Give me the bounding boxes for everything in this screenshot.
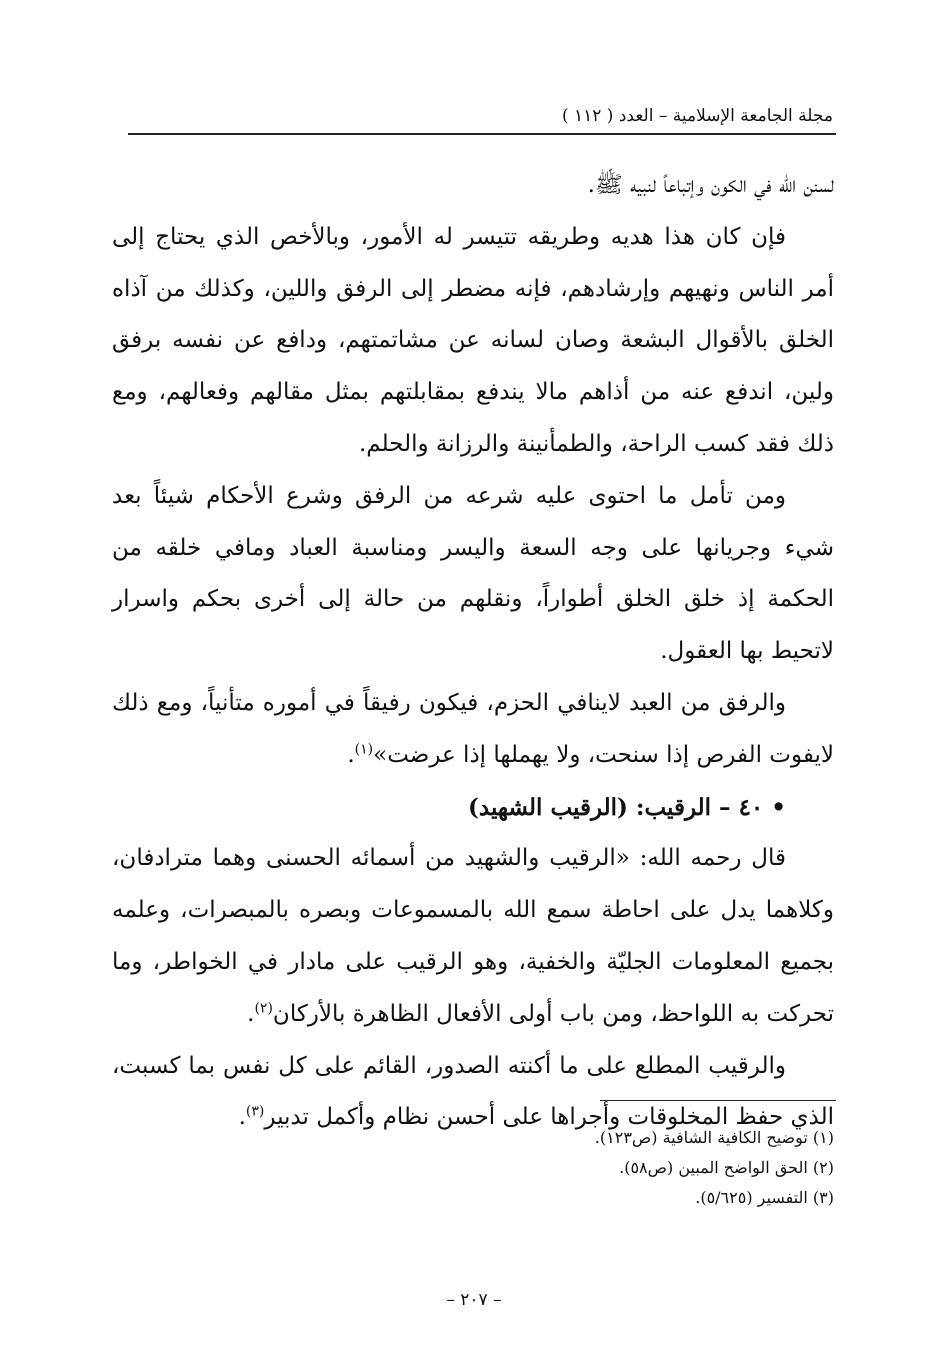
paragraph-raqib-quote-tail: . bbox=[247, 1000, 255, 1027]
paragraph-rifq: فإن كان هذا هديه وطريقه تتيسر له الأمور، وبالأخص الذي يحتاج إلى أمر الناس ونهيهم وإرشادهم، فإنه مضطر إلى الرفق واللين، وكذلك من آذاه الخلق بالأقوال البشعة وصان لسانه عن مشاتمتهم، ودافع عن نفسه برفق ولين، اندفع عنه من أذاهم مالا يندفع بمقابلتهم بمثل مقالهم وفعالهم، ومع ذلك فقد كسب الراحة، والطمأنينة والرزانة والحلم. bbox=[112, 223, 834, 457]
footnote-2: (٢) الحق الواضح المبين (ص٥٨). bbox=[619, 1158, 834, 1177]
running-header: مجلة الجامعة الإسلامية – العدد ( ١١٢ ) bbox=[561, 106, 833, 126]
paragraph-raqib-def-tail: . bbox=[238, 1104, 246, 1131]
footnote-ref-2[interactable]: (٢) bbox=[254, 1000, 273, 1017]
paragraph-sharia: ومن تأمل ما احتوى عليه شرعه من الرفق وشرع الأحكام شيئاً بعد شيء وجريانها على وجه السعة واليسر ومناسبة العباد ومافي خلقه من الحكمة إذ خلق الخلق أطواراً، ونقلهم من حالة إلى أخرى بحكم واسرار لاتحيط بها العقول. bbox=[112, 482, 834, 665]
footnote-ref-1[interactable]: (١) bbox=[354, 741, 374, 758]
footnote-ref-3[interactable]: (٣) bbox=[245, 1103, 265, 1120]
footnotes bbox=[334, 1123, 834, 1213]
footnote-1: (١) توضيح الكافية الشافية (ص١٢٣). bbox=[594, 1128, 834, 1147]
paragraph-hazm-tail: . bbox=[347, 741, 355, 768]
paragraph-raqib-quote bbox=[112, 833, 834, 1040]
header-rule bbox=[128, 133, 836, 135]
paragraph-hazm-text: والرفق من العبد لاينافي الحزم، فيكون رفيقاً في أموره متأنياً، ومع ذلك لايفوت الفرص إذا سنحت، ولا يهملها إذا عرضت» bbox=[112, 689, 834, 768]
body-text bbox=[112, 160, 834, 1144]
paragraph-continuation: لسنن الله في الكون وإتباعاً لنبيه ﷺ. bbox=[587, 172, 834, 198]
page-number: – ٢٠٧ – bbox=[446, 1290, 502, 1310]
paragraph-raqib-quote-text: قال رحمه الله: «الرقيب والشهيد من أسمائه الحسنى وهما مترادفان، وكلاهما يدل على احاطة سمع الله بالمسموعات وبصره بالمبصرات، وعلمه بجميع المعلومات الجليّة والخفية، وهو الرقيب على مادار في الخواطر، وما تحركت به اللواحظ، ومن باب أولى الأفعال الظاهرة بالأركان bbox=[112, 845, 834, 1027]
footnote-3: (٣) التفسير (٥/٦٢٥). bbox=[695, 1188, 834, 1207]
section-heading-raqib: • ٤٠ – الرقيب: (الرقيب الشهيد) bbox=[468, 793, 786, 821]
paragraph-raqib-def-text: والرقيب المطلع على ما أكنته الصدور، القائم على كل نفس بما كسبت، الذي حفظ المخلوقات وأجراها على أحسن نظام وأكمل تدبير bbox=[112, 1052, 834, 1131]
paragraph-hazm bbox=[112, 678, 834, 782]
footnote-rule bbox=[600, 1100, 836, 1101]
